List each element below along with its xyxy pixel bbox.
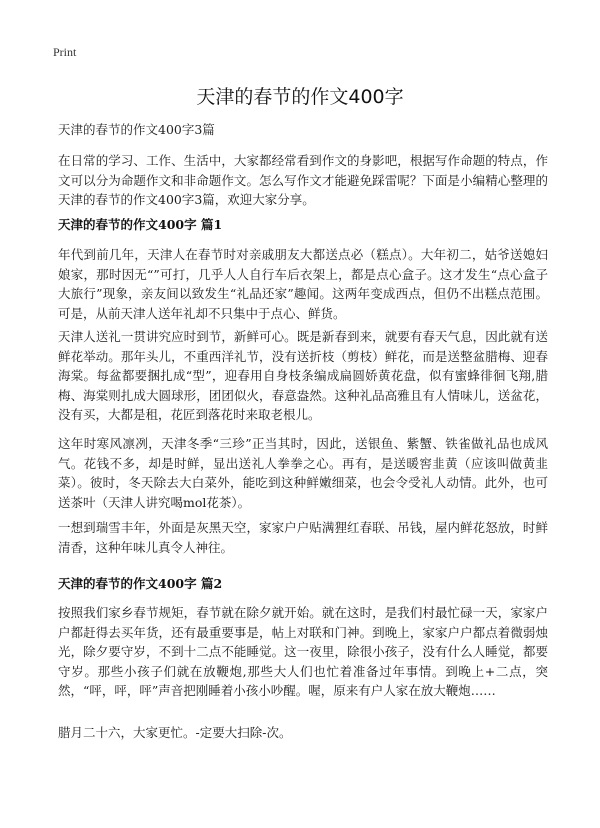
intro-paragraph: 在日常的学习、工作、生活中，大家都经常看到作文的身影吧，根据写作命题的特点，作文可以分为命题作文和非命题作文。怎么写作文才能避免踩雷呢？下面是小编精心整理的天津的春节的作文400字3篇，欢迎大家分享。	[58, 153, 548, 207]
page-title: 天津的春节的作文400字	[196, 86, 404, 108]
section-1-paragraph-3: 这年时寒风凛冽，天津冬季“三珍”正当其时，因此，送银鱼、紫蟹、铁雀做礼品也成风气。花钱不多，却是时鲜，显出送礼人拳拳之心。再有，是送暖窖韭黄（应该叫做黄韭菜）。彼时，冬天除去大白菜外，能吃到这种鲜嫩细菜，也会令受礼人动情。此外，也可送茶叶（天津人讲究喝mol花茶）。	[58, 436, 548, 510]
section-heading-1: 天津的春节的作文400字 篇1	[58, 217, 223, 232]
section-2-paragraph-2: 腊月二十六，大家更忙。-定要大扫除-次。	[58, 725, 292, 740]
print-link[interactable]: Print	[53, 45, 77, 59]
section-2-paragraph-1: 按照我们家乡春节规矩，春节就在除夕就开始。就在这时，是我们村最忙碌一天，家家户户都赶得去买年货，还有最重要事是，帖上对联和门神。到晚上，家家户户都点着微弱烛光，除夕要守岁，不到十二点不能睡觉。这一夜里，除很小孩子，没有什么人睡觉，都要守岁。那些小孩子们就在放鞭炮,那些大人们也忙着准备过年事情。到晚上+二点，突然，“呯，呯，呯”声音把刚睡着小孩小吵醒。喔，原来有户人家在放大鞭炮……	[58, 605, 548, 698]
section-1-paragraph-1: 年代到前几年，天津人在春节时对亲戚朋友大都送点必（糕点）。大年初二，姑爷送媳妇娘家，那时因无“”可打，几乎人人自行车后衣架上，都是点心盒子。这才发生“点心盒子大旅行”现象，亲友间以致发生“礼品还家”趣闻。这两年变成西点，但仍不出糕点范围。可是，从前天津人送年礼却不只集中于点心、鲜货。	[58, 247, 548, 321]
section-1-paragraph-4: 一想到瑞雪丰年，外面是灰黑天空，家家户户贴满狸红春联、吊钱，屋内鲜花怒放，时鲜清香，这种年味儿真令人神往。	[58, 520, 548, 555]
section-1-paragraph-2: 天津人送礼一贯讲究应时到节，新鲜可心。既是新春到来，就要有春天气息，因此就有送鲜花举动。那年头儿，不重西洋礼节，没有送折枝（剪枝）鲜花，而是送整盆腊梅、迎春海棠。每盆都要捆扎成“型”，迎春用自身枝条编成扁圆娇黄花盘，似有蜜蜂徘徊飞翔,腊梅、海棠则扎成大圆球形，团团似火，春意盎然。这种礼品高雅且有人情味儿，送盆花，没有买，大都是租，花匠到落花时来取老根儿。	[58, 329, 548, 422]
document-subtitle: 天津的春节的作文400字3篇	[58, 122, 215, 137]
section-heading-2: 天津的春节的作文400字 篇2	[58, 576, 223, 591]
